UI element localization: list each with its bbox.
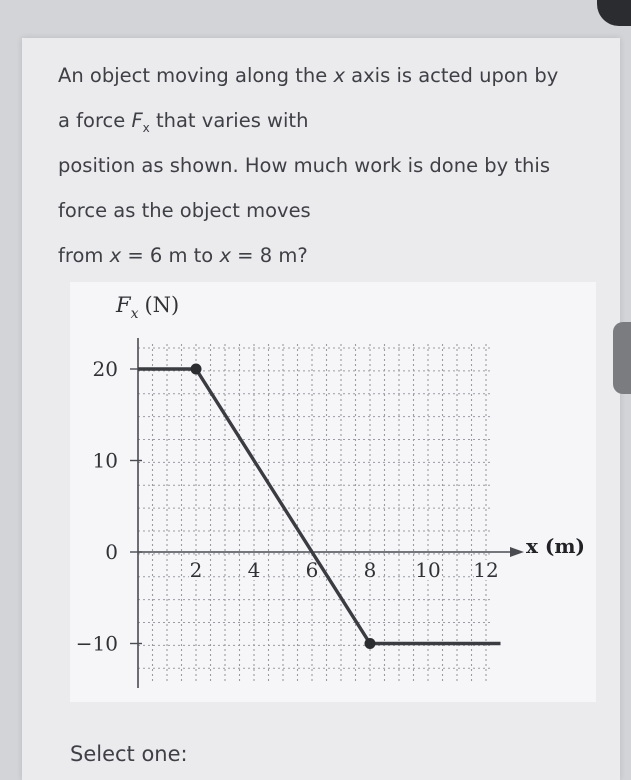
variable-x: x [333,64,345,87]
x-axis-label: x (m) [526,534,585,558]
corner-decoration [597,0,631,26]
question-line-3: position as shown. How much work is done by this [58,154,550,177]
select-one-label: Select one: [70,742,188,766]
question-text-part: An object moving along the [58,64,334,87]
question-line-4: force as the object moves [58,199,311,222]
data-point-marker [191,364,202,375]
question-text-part: axis is acted upon by [344,64,559,87]
question-line-5 [58,242,598,287]
question-line-1 [58,62,598,107]
chart-svg [70,282,596,702]
x-tick-label: 4 [247,558,261,582]
question-text-part: = 8 m? [230,244,308,267]
x-axis-arrow [510,547,524,557]
x-tick-label: 12 [473,558,499,582]
y-tick-label: 0 [105,540,118,564]
variable-subscript: x [142,120,150,135]
data-point-marker [365,638,376,649]
x-tick-label: 8 [363,558,377,582]
x-tick-label: 6 [305,558,319,582]
x-tick-label: 2 [189,558,203,582]
y-axis-label: $F_x$ (N) [116,293,180,322]
force-position-chart [70,282,596,702]
y-tick-label: −10 [75,631,118,656]
question-text [58,62,598,287]
question-text-part: = 6 m to [121,244,220,267]
question-text-part: a force [58,109,132,132]
variable-force: F [131,109,143,132]
force-series-line [138,369,501,644]
variable-x: x [109,244,122,267]
x-tick-label: 10 [415,558,441,582]
side-handle[interactable] [613,322,631,394]
question-line-2 [58,107,598,152]
question-text-part: from [58,244,110,267]
y-tick-label: 20 [92,357,118,381]
question-text-part: that varies with [149,109,309,132]
y-tick-label: 10 [92,448,118,473]
variable-x: x [219,244,231,267]
